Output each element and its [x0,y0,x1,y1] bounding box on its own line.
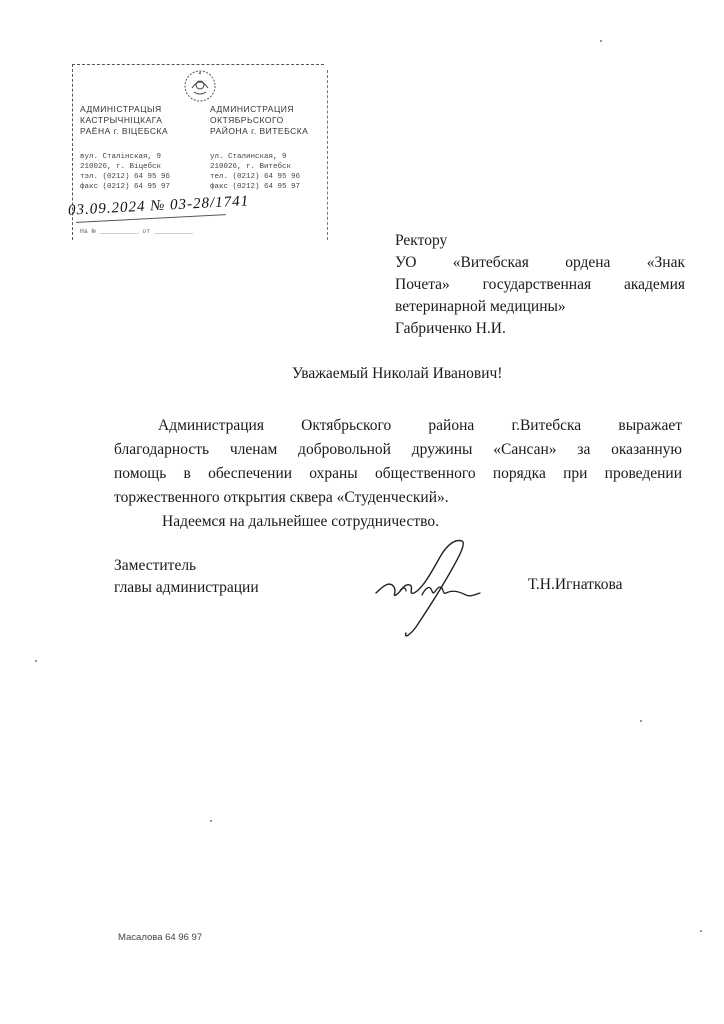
body-line: помощь в обеспечении охраны общественного порядка при проведении [114,465,682,482]
registration-number: 03.09.2024 № 03-28/1741 [67,193,250,219]
letter-body [114,414,682,534]
addressee-line: Ректору [395,232,448,249]
addressee-line: Почета» государственная академия [395,276,685,293]
letterhead-title-line: РАЙОНА г. ВИТЕБСКА [210,126,309,136]
letterhead-title-line: КАСТРЫЧНІЦКАГА [80,115,163,125]
body-line: торжественного открытия сквера «Студенческий». [114,489,449,506]
letterhead-title-line: РАЁНА г. ВІЦЕБСКА [80,126,169,136]
closing-line: Надеемся на дальнейшее сотрудничество. [162,513,439,530]
handwritten-signature [370,535,490,645]
scan-speck [210,820,212,822]
address-line: вул. Сталінская, 9 [80,153,162,161]
signer-title-line: главы администрации [114,579,259,596]
signer-title [114,555,259,599]
signer-name: Т.Н.Игнаткова [528,576,623,593]
addressee-line: УО «Витебская ордена «Знак [395,254,685,271]
letterhead-stamp [68,60,330,246]
addressee-line: ветеринарной медицины» [395,298,566,315]
letterhead-title-belarusian [80,104,168,137]
letterhead-address-belarusian [80,152,170,192]
letterhead-title-line: ОКТЯБРЬСКОГО [210,115,284,125]
reference-line: На № __________ от __________ [80,228,194,235]
addressee-line: Габриченко Н.И. [395,320,506,337]
scan-speck [700,930,702,932]
coat-of-arms-icon [180,66,220,106]
scan-speck [640,720,642,722]
letterhead-title-line: АДМИНИСТРАЦИЯ [210,104,295,114]
letterhead-title-line: АДМИНІСТРАЦЫЯ [80,104,162,114]
address-line: факс (0212) 64 95 97 [210,183,301,191]
body-line: благодарность членам добровольной дружины «Сансан» за оказанную [114,441,682,458]
letterhead-address-russian [210,152,300,192]
letterhead-border-top [72,64,324,65]
scan-speck [600,40,602,42]
address-line: тэл. (0212) 64 95 96 [80,173,171,181]
address-line: тел. (0212) 64 95 96 [210,173,301,181]
body-line: Администрация Октябрьского района г.Витебска выражает [158,417,682,434]
salutation: Уважаемый Николай Иванович! [292,365,503,382]
address-line: 210026, г. Віцебск [80,163,162,171]
letterhead-border-right [327,70,328,240]
address-line: факс (0212) 64 95 97 [80,183,171,191]
address-line: ул. Сталинская, 9 [210,153,287,161]
scan-speck [35,660,37,662]
address-line: 210026, г. Витебск [210,163,292,171]
letterhead-title-russian [210,104,308,137]
addressee-block [395,230,685,340]
signer-title-line: Заместитель [114,557,197,574]
executor-contact: Масалова 64 96 97 [118,932,203,943]
